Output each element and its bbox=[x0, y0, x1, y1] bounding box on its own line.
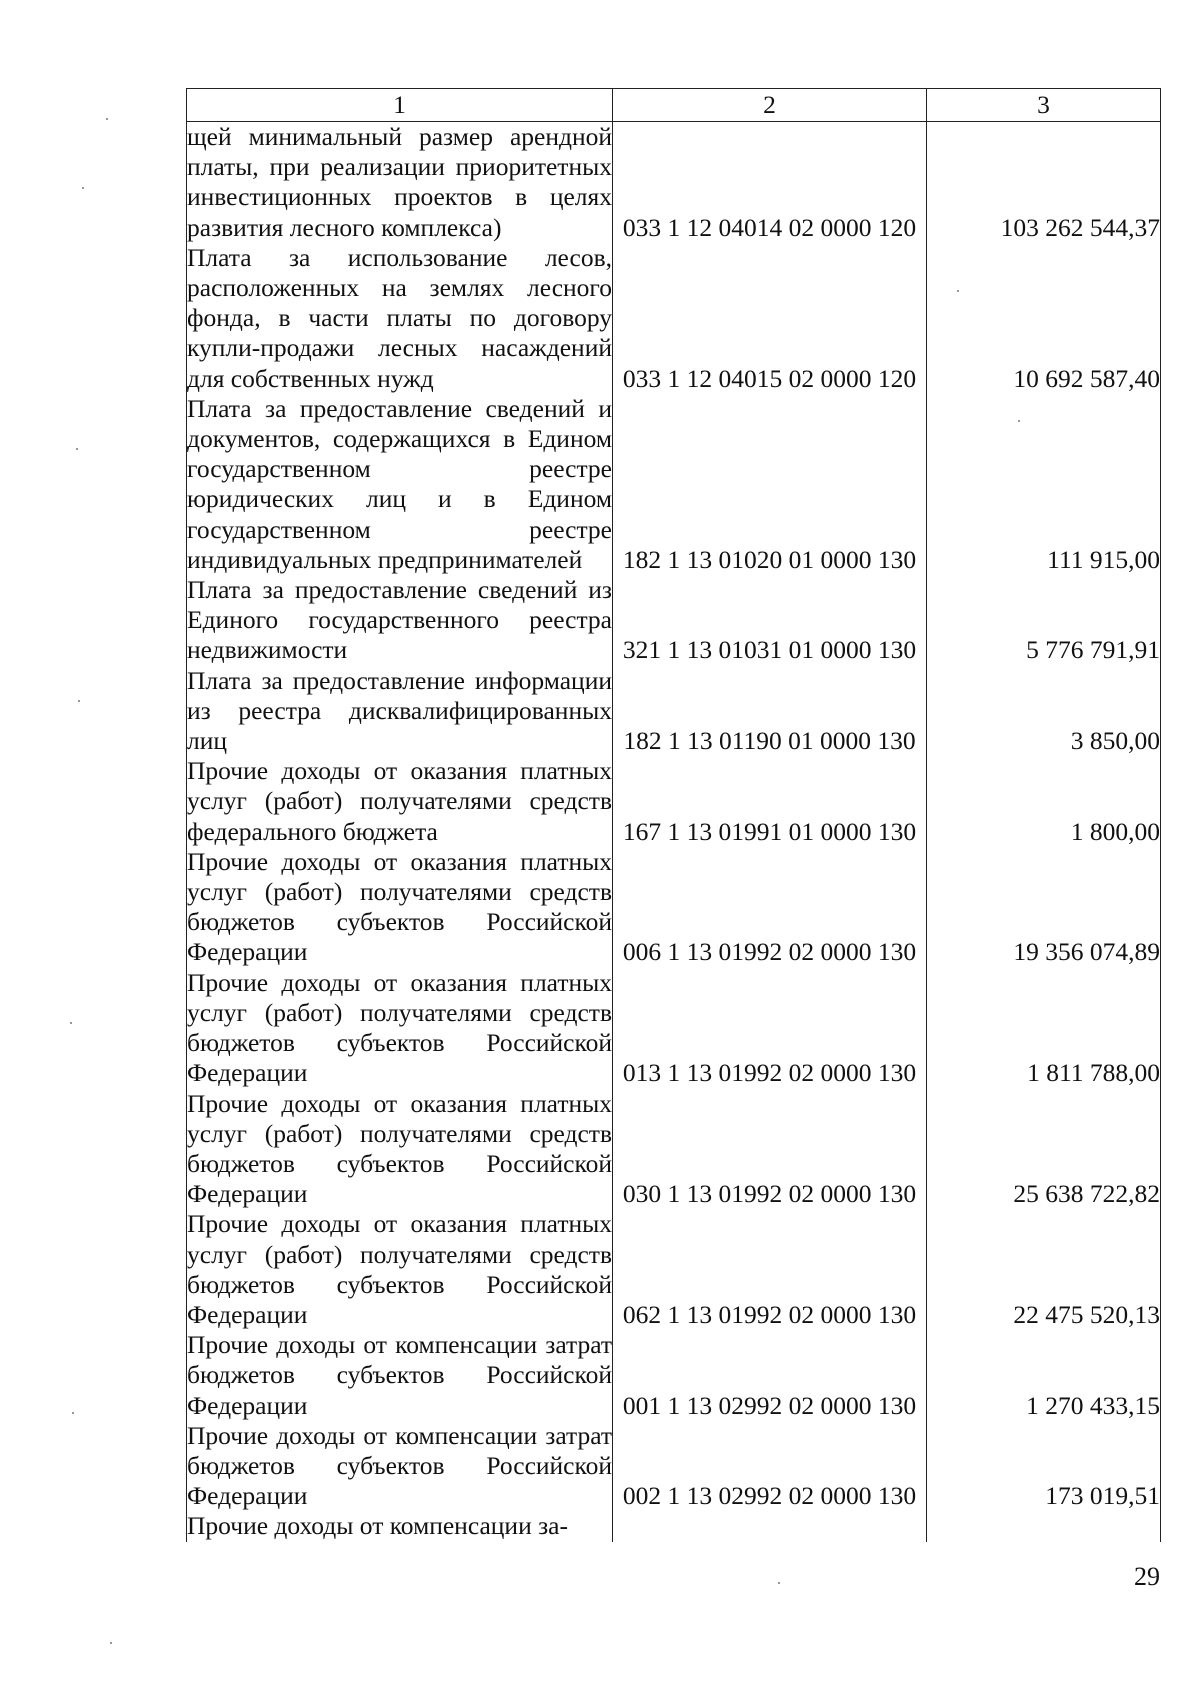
table-row bbox=[187, 575, 1161, 666]
row-description: Прочие доходы от оказания платных услуг (работ) получателями средств бюджетов субъектов Российской Федерации bbox=[187, 846, 612, 967]
page-number: 29 bbox=[1134, 1562, 1160, 1591]
scan-speck bbox=[778, 1582, 780, 1584]
table-row bbox=[187, 1511, 1161, 1541]
scan-speck bbox=[106, 118, 108, 120]
scan-speck bbox=[70, 1022, 72, 1024]
row-code: 013 1 13 01992 02 0000 130 bbox=[613, 968, 927, 1089]
table-row bbox=[187, 243, 1161, 394]
column-header-1: 1 bbox=[187, 89, 613, 122]
row-description: Плата за использование лесов, расположенных на землях лесного фонда, в части платы по договору купли-продажи лесных насаждений для собственных нужд bbox=[187, 242, 612, 393]
table-row bbox=[187, 1089, 1161, 1210]
scan-speck bbox=[78, 700, 80, 702]
table-row bbox=[187, 394, 1161, 575]
row-description: Прочие доходы от оказания платных услуг (работ) получателями средств бюджетов субъектов Российской Федерации bbox=[187, 967, 612, 1088]
row-code: 033 1 12 04014 02 0000 120 bbox=[613, 122, 927, 243]
row-description: Прочие доходы от компенсации за- bbox=[187, 1511, 613, 1541]
row-description: Прочие доходы от компенсации затрат бюджетов субъектов Российской Федерации bbox=[187, 1330, 612, 1420]
table-row bbox=[187, 1330, 1161, 1421]
table-row bbox=[187, 666, 1161, 757]
row-code: 030 1 13 01992 02 0000 130 bbox=[613, 1089, 927, 1210]
row-amount: 111 915,00 bbox=[927, 394, 1161, 575]
table-header bbox=[187, 89, 1161, 122]
row-code: 001 1 13 02992 02 0000 130 bbox=[613, 1330, 927, 1421]
scan-speck bbox=[76, 448, 78, 450]
row-code: 002 1 13 02992 02 0000 130 bbox=[613, 1421, 927, 1512]
row-code: 321 1 13 01031 01 0000 130 bbox=[613, 575, 927, 666]
table-row bbox=[187, 1209, 1161, 1330]
row-code: 033 1 12 04015 02 0000 120 bbox=[613, 243, 927, 394]
row-amount: 22 475 520,13 bbox=[927, 1209, 1161, 1330]
header-row bbox=[187, 89, 1161, 122]
row-code: 062 1 13 01992 02 0000 130 bbox=[613, 1209, 927, 1330]
row-description: Прочие доходы от оказания платных услуг (работ) получателями средств бюджетов субъектов Российской Федерации bbox=[187, 1209, 612, 1329]
row-description: Плата за предоставление сведений и документов, содержащихся в Едином государственном реестре юридических лиц и в Едином государственном реестре индивидуальных предпринимателей bbox=[187, 393, 612, 574]
row-amount: 19 356 074,89 bbox=[927, 847, 1161, 968]
table-row bbox=[187, 122, 1161, 243]
row-amount: 1 270 433,15 bbox=[927, 1330, 1161, 1421]
row-description: щей минимальный размер арендной платы, при реализации приоритетных инвестиционных проектов в целях развития лесного комплекса) bbox=[187, 122, 612, 242]
row-amount: 25 638 722,82 bbox=[927, 1089, 1161, 1210]
row-amount: 1 800,00 bbox=[927, 756, 1161, 847]
revenue-table bbox=[186, 88, 1161, 1542]
scan-speck bbox=[957, 290, 959, 292]
row-code: 182 1 13 01020 01 0000 130 bbox=[613, 394, 927, 575]
row-amount bbox=[927, 1511, 1161, 1541]
row-description: Прочие доходы от оказания платных услуг (работ) получателями средств бюджетов субъектов Российской Федерации bbox=[187, 1088, 612, 1209]
table-body bbox=[187, 122, 1161, 1542]
row-description: Прочие доходы от оказания платных услуг (работ) получателями средств федерального бюджета bbox=[187, 756, 612, 846]
row-amount: 173 019,51 bbox=[927, 1421, 1161, 1512]
row-amount: 5 776 791,91 bbox=[927, 575, 1161, 666]
row-description: Плата за предоставление сведений из Единого государственного реестра недвижимости bbox=[187, 575, 612, 665]
table-row bbox=[187, 756, 1161, 847]
table-row bbox=[187, 847, 1161, 968]
scan-speck bbox=[82, 187, 84, 189]
row-code: 006 1 13 01992 02 0000 130 bbox=[613, 847, 927, 968]
column-header-2: 2 bbox=[613, 89, 927, 122]
column-header-3: 3 bbox=[927, 89, 1161, 122]
scan-speck bbox=[72, 1412, 74, 1414]
scan-speck bbox=[110, 1642, 112, 1644]
table-row bbox=[187, 1421, 1161, 1512]
row-code: 182 1 13 01190 01 0000 130 bbox=[613, 666, 927, 757]
row-code: 167 1 13 01991 01 0000 130 bbox=[613, 756, 927, 847]
row-amount: 10 692 587,40 bbox=[927, 243, 1161, 394]
row-description: Прочие доходы от компенсации затрат бюджетов субъектов Российской Федерации bbox=[187, 1420, 612, 1511]
row-code bbox=[613, 1511, 927, 1541]
row-amount: 3 850,00 bbox=[927, 666, 1161, 757]
row-amount: 103 262 544,37 bbox=[927, 122, 1161, 243]
row-description: Плата за предоставление информации из реестра дисквалифицированных лиц bbox=[187, 665, 612, 756]
row-amount: 1 811 788,00 bbox=[927, 968, 1161, 1089]
table-row bbox=[187, 968, 1161, 1089]
scan-speck bbox=[1018, 420, 1020, 422]
